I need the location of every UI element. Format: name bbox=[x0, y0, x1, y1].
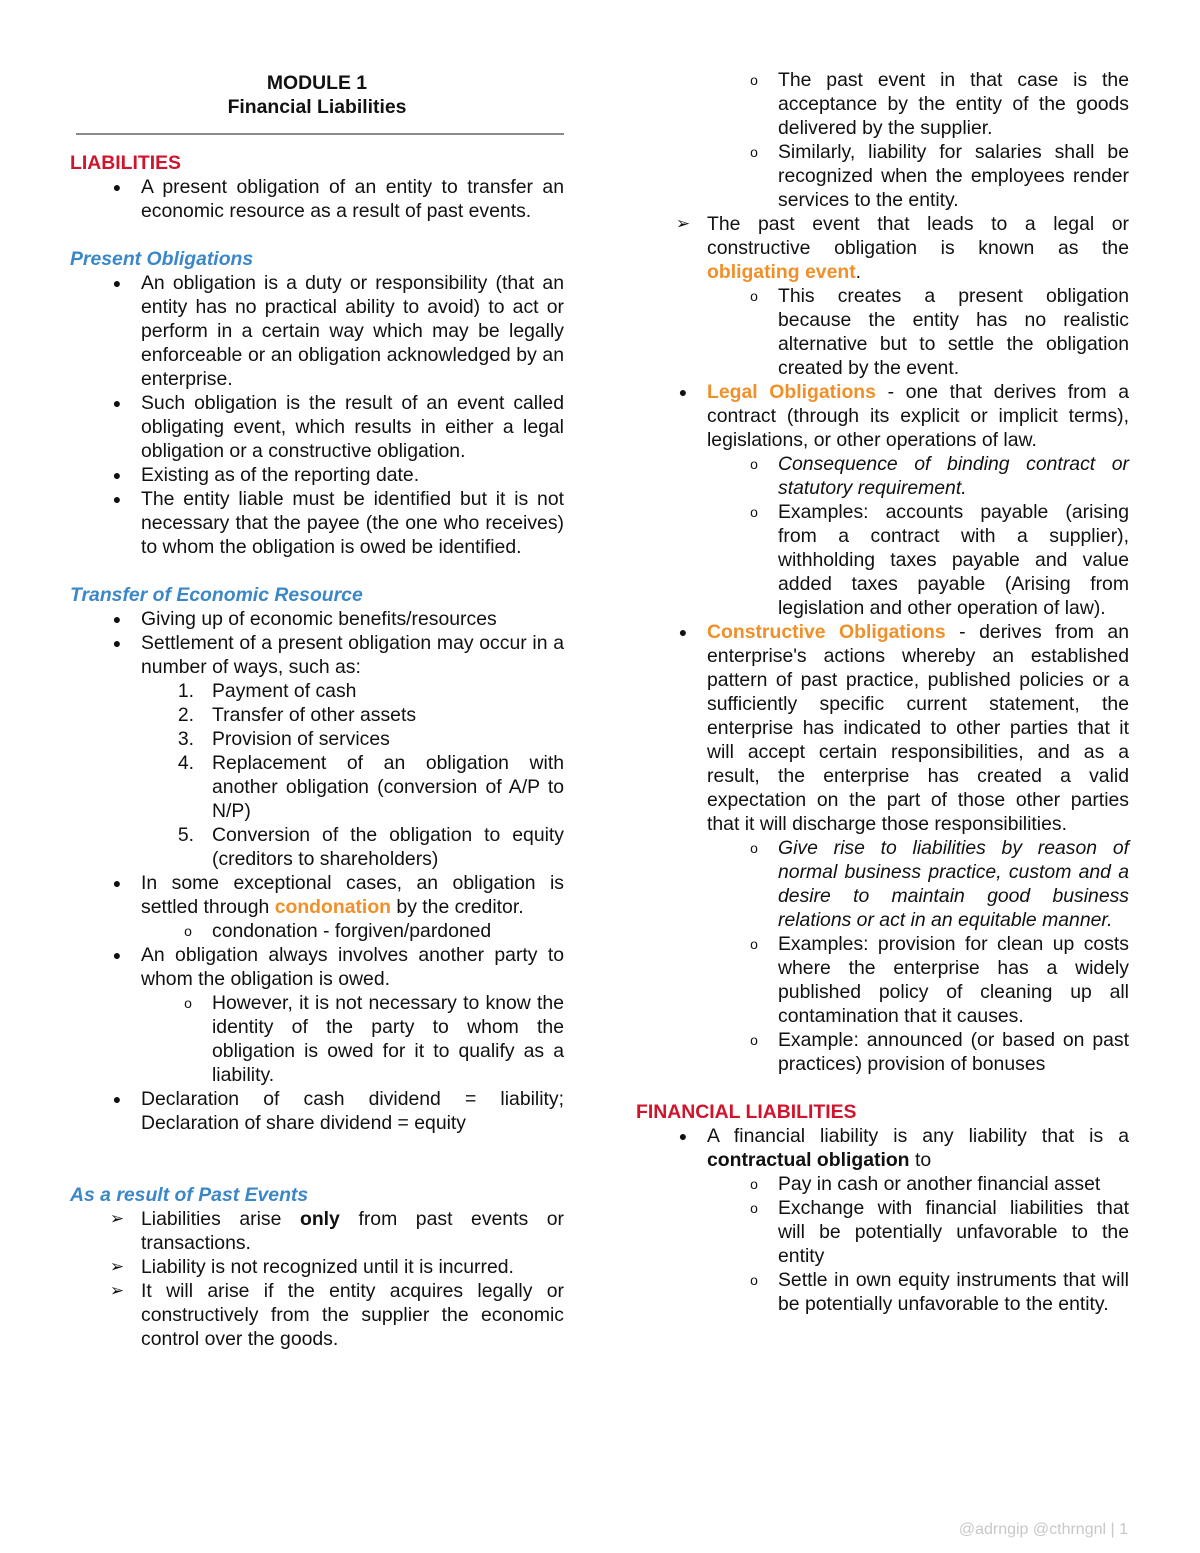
highlight-term: obligating event bbox=[707, 261, 856, 283]
sub-list-item: o Consequence of binding contract or statutory requirement. bbox=[636, 452, 1129, 500]
sub-list-item: o However, it is not necessary to know the identity of the party to whom the obligation is owed for it to qualify as a liability. bbox=[70, 991, 564, 1087]
sub-list-item: o Pay in cash or another financial asset bbox=[636, 1172, 1129, 1196]
section-transfer-title: Transfer of Economic Resource bbox=[70, 584, 363, 606]
right-column bbox=[636, 68, 1129, 1316]
numbered-item: 5. Conversion of the obligation to equity (creditors to shareholders) bbox=[177, 824, 564, 870]
list-item: ➢ Liabilities arise only from past events or transactions. bbox=[70, 1207, 564, 1255]
circle-bullet-icon: o bbox=[750, 288, 758, 304]
circle-bullet-icon: o bbox=[750, 936, 758, 952]
section-present-obligations-title: Present Obligations bbox=[70, 248, 254, 270]
bullet-icon: ● bbox=[112, 491, 122, 507]
bullet-icon: ● bbox=[112, 275, 122, 291]
page-title: Financial Liabilities bbox=[227, 96, 407, 118]
sub-list-item: o Similarly, liability for salaries shall be recognized when the employees render services to the entity. bbox=[636, 140, 1129, 212]
circle-bullet-icon: o bbox=[750, 1272, 758, 1288]
list-item: ● Legal Obligations - one that derives from a contract (through its explicit or implicit terms), legislations, or other operations of law. bbox=[636, 380, 1129, 452]
list-item: ● The entity liable must be identified but it is not necessary that the payee (the one who receives) to whom the obligation is owed be identified. bbox=[70, 487, 564, 559]
list-item: ● In some exceptional cases, an obligation is settled through condonation by the creditor. bbox=[70, 871, 564, 919]
list-item: ● An obligation always involves another party to whom the obligation is owed. bbox=[70, 943, 564, 991]
bullet-icon: ● bbox=[112, 395, 122, 411]
sub-list-item: o Examples: provision for clean up costs where the enterprise has a widely published policy of cleaning up all contamination that it causes. bbox=[636, 932, 1129, 1028]
circle-bullet-icon: o bbox=[184, 923, 192, 939]
circle-bullet-icon: o bbox=[750, 144, 758, 160]
bullet-icon: ● bbox=[112, 635, 122, 651]
bullet-icon: ● bbox=[112, 611, 122, 627]
highlight-term: Constructive Obligations bbox=[707, 621, 946, 643]
numbered-item: 3. Provision of services bbox=[177, 728, 390, 750]
arrow-bullet-icon: ➢ bbox=[675, 214, 691, 233]
sub-list-item: o condonation - forgiven/pardoned bbox=[70, 919, 564, 943]
list-item: ● Constructive Obligations - derives from an enterprise's actions whereby an established pattern of past practice, published policies or a sufficiently specific current statement, the enterprise has indicated to other parties that it will accept certain responsibilities, and as a result, the enterprise has created a valid expectation on the part of those other parties that it will discharge those responsibilities. bbox=[636, 620, 1129, 836]
arrow-bullet-icon: ➢ bbox=[109, 1281, 125, 1300]
section-financial-liabilities-title: FINANCIAL LIABILITIES bbox=[636, 1101, 857, 1123]
list-item: ● A present obligation of an entity to transfer an economic resource as a result of past events. bbox=[70, 175, 564, 223]
numbered-item: 2. Transfer of other assets bbox=[177, 704, 417, 726]
title-divider bbox=[76, 133, 564, 135]
circle-bullet-icon: o bbox=[184, 995, 192, 1011]
list-item: ● Such obligation is the result of an event called obligating event, which results in either a legal obligation or a constructive obligation. bbox=[70, 391, 564, 463]
highlight-term: Legal Obligations bbox=[707, 381, 876, 403]
circle-bullet-icon: o bbox=[750, 840, 758, 856]
list-item: ● A financial liability is any liability that is a contractual obligation to bbox=[636, 1124, 1129, 1172]
circle-bullet-icon: o bbox=[750, 504, 758, 520]
bullet-icon: ● bbox=[112, 875, 122, 891]
list-item: ● An obligation is a duty or responsibility (that an entity has no practical ability to avoid) to act or perform in a certain way which may be legally enforceable or an obligation acknowledged by an enterprise. bbox=[70, 271, 564, 391]
bullet-icon: ● bbox=[112, 179, 122, 195]
bullet-icon: ● bbox=[112, 467, 122, 483]
bullet-icon: ● bbox=[112, 947, 122, 963]
arrow-bullet-icon: ➢ bbox=[109, 1257, 125, 1276]
sub-list-item: o Examples: accounts payable (arising from a contract with a supplier), withholding taxes payable and value added taxes payable (Arising from legislation and other operation of law). bbox=[636, 500, 1129, 620]
list-item: ● Existing as of the reporting date. bbox=[70, 463, 564, 487]
bullet-icon: ● bbox=[678, 624, 688, 640]
list-item: ● Declaration of cash dividend = liability; Declaration of share dividend = equity bbox=[70, 1087, 564, 1135]
bullet-icon: ● bbox=[112, 1091, 122, 1107]
section-liabilities-title: LIABILITIES bbox=[70, 152, 181, 174]
highlight-term: condonation bbox=[274, 896, 392, 918]
bullet-icon: ● bbox=[678, 1128, 688, 1144]
list-item: ➢ It will arise if the entity acquires legally or constructively from the supplier the economic control over the goods. bbox=[70, 1279, 564, 1351]
numbered-item: 4. Replacement of an obligation with another obligation (conversion of A/P to N/P) bbox=[177, 752, 564, 822]
module-label: MODULE 1 bbox=[266, 72, 368, 94]
left-column bbox=[70, 68, 564, 1351]
circle-bullet-icon: o bbox=[750, 1176, 758, 1192]
arrow-bullet-icon: ➢ bbox=[109, 1209, 125, 1228]
list-item: ➢ The past event that leads to a legal or constructive obligation is known as the obligating event. bbox=[636, 212, 1129, 284]
circle-bullet-icon: o bbox=[750, 456, 758, 472]
sub-list-item: o Example: announced (or based on past practices) provision of bonuses bbox=[636, 1028, 1129, 1076]
sub-list-item: o The past event in that case is the acceptance by the entity of the goods delivered by the supplier. bbox=[636, 68, 1129, 140]
sub-list-item: o Exchange with financial liabilities that will be potentially unfavorable to the entity bbox=[636, 1196, 1129, 1268]
circle-bullet-icon: o bbox=[750, 1200, 758, 1216]
list-item: ● Giving up of economic benefits/resources bbox=[70, 607, 564, 631]
sub-list-item: o Give rise to liabilities by reason of normal business practice, custom and a desire to maintain good business relations or act in an equitable manner. bbox=[636, 836, 1129, 932]
page-footer: @adrngip @cthrngnl | 1 bbox=[958, 1521, 1128, 1538]
sub-list-item: o Settle in own equity instruments that will be potentially unfavorable to the entity. bbox=[636, 1268, 1129, 1316]
list-item: ➢ Liability is not recognized until it is incurred. bbox=[70, 1255, 564, 1279]
list-item: ● Settlement of a present obligation may occur in a number of ways, such as: bbox=[70, 631, 564, 679]
sub-list-item: o This creates a present obligation because the entity has no realistic alternative but to settle the obligation created by the event. bbox=[636, 284, 1129, 380]
circle-bullet-icon: o bbox=[750, 72, 758, 88]
section-past-events-title: As a result of Past Events bbox=[70, 1184, 309, 1206]
circle-bullet-icon: o bbox=[750, 1032, 758, 1048]
bullet-icon: ● bbox=[678, 384, 688, 400]
numbered-item: 1. Payment of cash bbox=[177, 680, 357, 702]
